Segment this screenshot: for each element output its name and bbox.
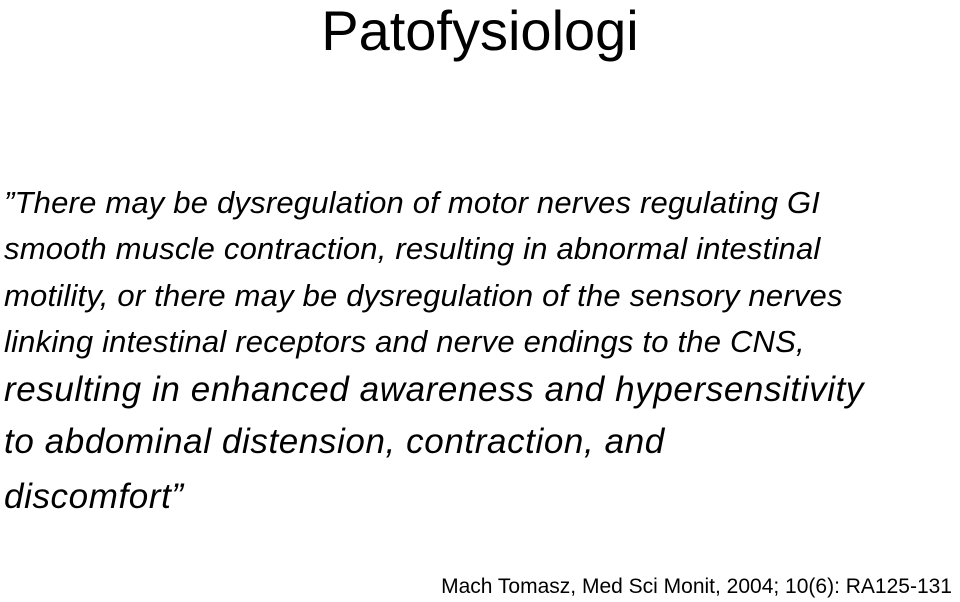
quote-line: motility, or there may be dysregulation of the sensory nerves	[4, 278, 843, 313]
quote-line: linking intestinal receptors and nerve endings to the CNS,	[4, 324, 805, 359]
quote-line: to abdominal distension, contraction, and	[4, 422, 665, 461]
quote-line: resulting in enhanced awareness and hypersensitivity	[4, 370, 865, 409]
quote-line: ”There may be dysregulation of motor nerves regulating GI	[4, 185, 821, 220]
slide-title: Patofysiologi	[321, 0, 639, 62]
quote-line: smooth muscle contraction, resulting in abnormal intestinal	[4, 231, 821, 266]
quote-line: discomfort”	[4, 477, 184, 516]
citation: Mach Tomasz, Med Sci Monit, 2004; 10(6): RA125-131	[441, 575, 952, 598]
